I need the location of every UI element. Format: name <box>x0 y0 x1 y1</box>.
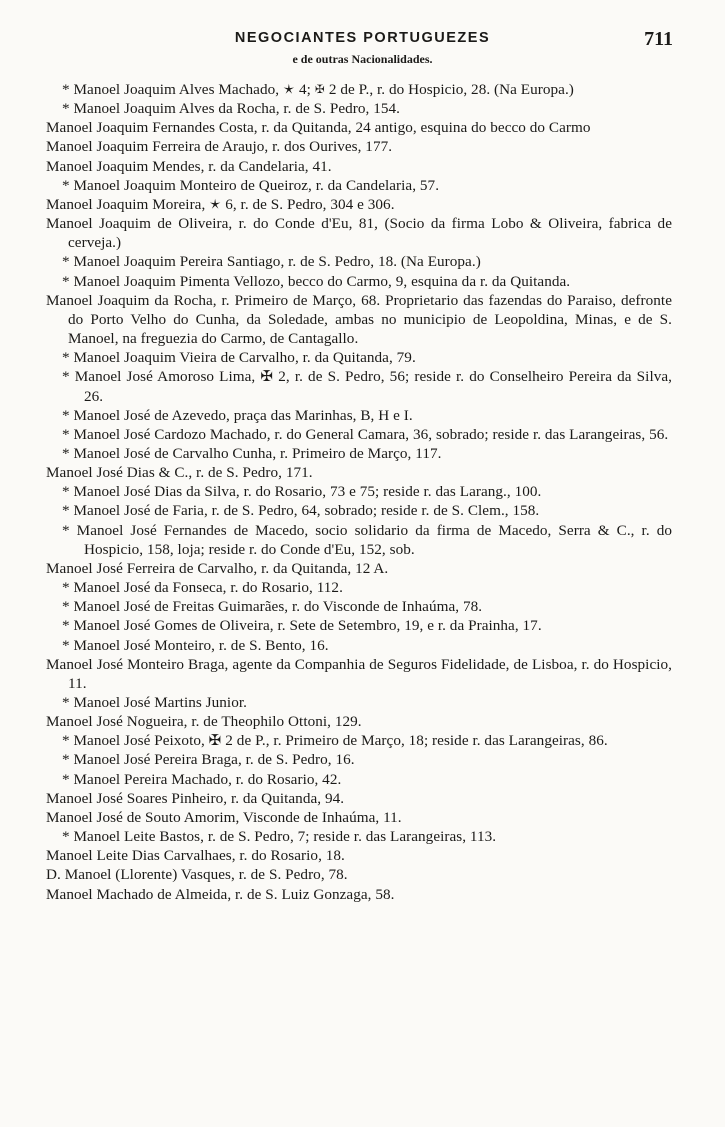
directory-entry: Manoel Leite Dias Carvalhaes, r. do Rosario, 18. <box>46 847 345 865</box>
directory-entry: * Manoel José Peixoto, ✠ 2 de P., r. Primeiro de Março, 18; reside r. das Larangeiras, 86. <box>62 732 608 750</box>
directory-entry: Manoel José Soares Pinheiro, r. da Quitanda, 94. <box>46 789 345 807</box>
directory-entry: * Manoel José Fernandes de Macedo, socio solidario da firma de Macedo, Serra & C., r. do Hospicio, 158, loja; reside r. do Conde d'Eu, 152, sob. <box>62 521 672 558</box>
directory-entry: * Manoel José da Fonseca, r. do Rosario, 112. <box>62 579 343 597</box>
page-number: 711 <box>644 28 673 50</box>
directory-entry: Manoel Joaquim Fernandes Costa, r. da Quitanda, 24 antigo, esquina do becco do Carmo <box>46 119 591 137</box>
directory-entry: * Manoel José Monteiro, r. de S. Bento, 16. <box>62 636 329 654</box>
directory-entry: Manoel Machado de Almeida, r. de S. Luiz Gonzaga, 58. <box>46 885 395 903</box>
directory-entry: * Manoel José Pereira Braga, r. de S. Pedro, 16. <box>62 751 355 769</box>
directory-entry: Manoel José Nogueira, r. de Theophilo Ottoni, 129. <box>46 713 362 731</box>
entry-list <box>46 80 672 904</box>
directory-entry: Manoel Joaquim da Rocha, r. Primeiro de Março, 68. Proprietario das fazendas do Paraiso, defronte do Porto Velho do Cunha, da Soledade, ambas no municipio de Leopoldina, Minas, e de S. Manoel, na freguezia do Carmo, de Cantagallo. <box>46 291 672 348</box>
directory-entry: * Manoel Joaquim Alves Machado, 🟉 4; ✠ 2 de P., r. do Hospicio, 28. (Na Europa.) <box>62 81 574 98</box>
directory-entry: * Manoel José de Faria, r. de S. Pedro, 64, sobrado; reside r. de S. Clem., 158. <box>62 502 540 520</box>
directory-entry: Manoel José Dias & C., r. de S. Pedro, 171. <box>46 464 313 482</box>
directory-entry: Manoel José Monteiro Braga, agente da Companhia de Seguros Fidelidade, de Lisboa, r. do Hospicio, 11. <box>46 655 672 692</box>
directory-entry: * Manoel José Amoroso Lima, ✠ 2, r. de S. Pedro, 56; reside r. do Conselheiro Pereira da Silva, 26. <box>62 368 672 405</box>
directory-entry: * Manoel Joaquim Alves da Rocha, r. de S. Pedro, 154. <box>62 100 400 118</box>
directory-entry: * Manoel Joaquim Monteiro de Queiroz, r. da Candelaria, 57. <box>62 176 440 194</box>
directory-entry: Manoel José de Souto Amorim, Visconde de Inhaúma, 11. <box>46 808 402 826</box>
directory-entry: * Manoel José de Freitas Guimarães, r. do Visconde de Inhaúma, 78. <box>62 598 483 616</box>
directory-entry: * Manoel Joaquim Vieira de Carvalho, r. da Quitanda, 79. <box>62 349 416 367</box>
directory-entry: * Manoel José Gomes de Oliveira, r. Sete de Setembro, 19, e r. da Prainha, 17. <box>62 617 542 635</box>
directory-entry: Manoel Joaquim de Oliveira, r. do Conde d'Eu, 81, (Socio da firma Lobo & Oliveira, fabrica de cerveja.) <box>46 215 672 252</box>
directory-entry: * Manoel José Dias da Silva, r. do Rosario, 73 e 75; reside r. das Larang., 100. <box>62 483 542 501</box>
directory-entry: D. Manoel (Llorente) Vasques, r. de S. Pedro, 78. <box>46 866 348 884</box>
directory-entry: * Manoel José Cardozo Machado, r. do General Camara, 36, sobrado; reside r. das Larangeiras, 56. <box>62 425 669 443</box>
directory-entry: * Manoel Joaquim Pimenta Vellozo, becco do Carmo, 9, esquina da r. da Quitanda. <box>62 272 571 290</box>
directory-entry: * Manoel Pereira Machado, r. do Rosario, 42. <box>62 770 342 788</box>
directory-entry: Manoel Joaquim Ferreira de Araujo, r. dos Ourives, 177. <box>46 138 393 156</box>
page-header <box>0 24 725 72</box>
directory-entry: * Manoel José de Azevedo, praça das Marinhas, B, H e I. <box>62 406 413 424</box>
directory-entry: * Manoel Joaquim Pereira Santiago, r. de S. Pedro, 18. (Na Europa.) <box>62 253 481 271</box>
directory-entry: * Manoel José Martins Junior. <box>62 694 247 711</box>
page-title: NEGOCIANTES PORTUGUEZES <box>234 30 491 46</box>
directory-entry: Manoel José Ferreira de Carvalho, r. da Quitanda, 12 A. <box>46 559 389 577</box>
directory-entry: Manoel Joaquim Mendes, r. da Candelaria, 41. <box>46 157 332 175</box>
directory-entry: * Manoel José de Carvalho Cunha, r. Primeiro de Março, 117. <box>62 444 442 462</box>
directory-entry: * Manoel Leite Bastos, r. de S. Pedro, 7; reside r. das Larangeiras, 113. <box>62 828 497 846</box>
page-subtitle: e de outras Nacionalidades. <box>292 52 433 66</box>
directory-entry: Manoel Joaquim Moreira, 🟉 6, r. de S. Pedro, 304 e 306. <box>46 195 395 213</box>
